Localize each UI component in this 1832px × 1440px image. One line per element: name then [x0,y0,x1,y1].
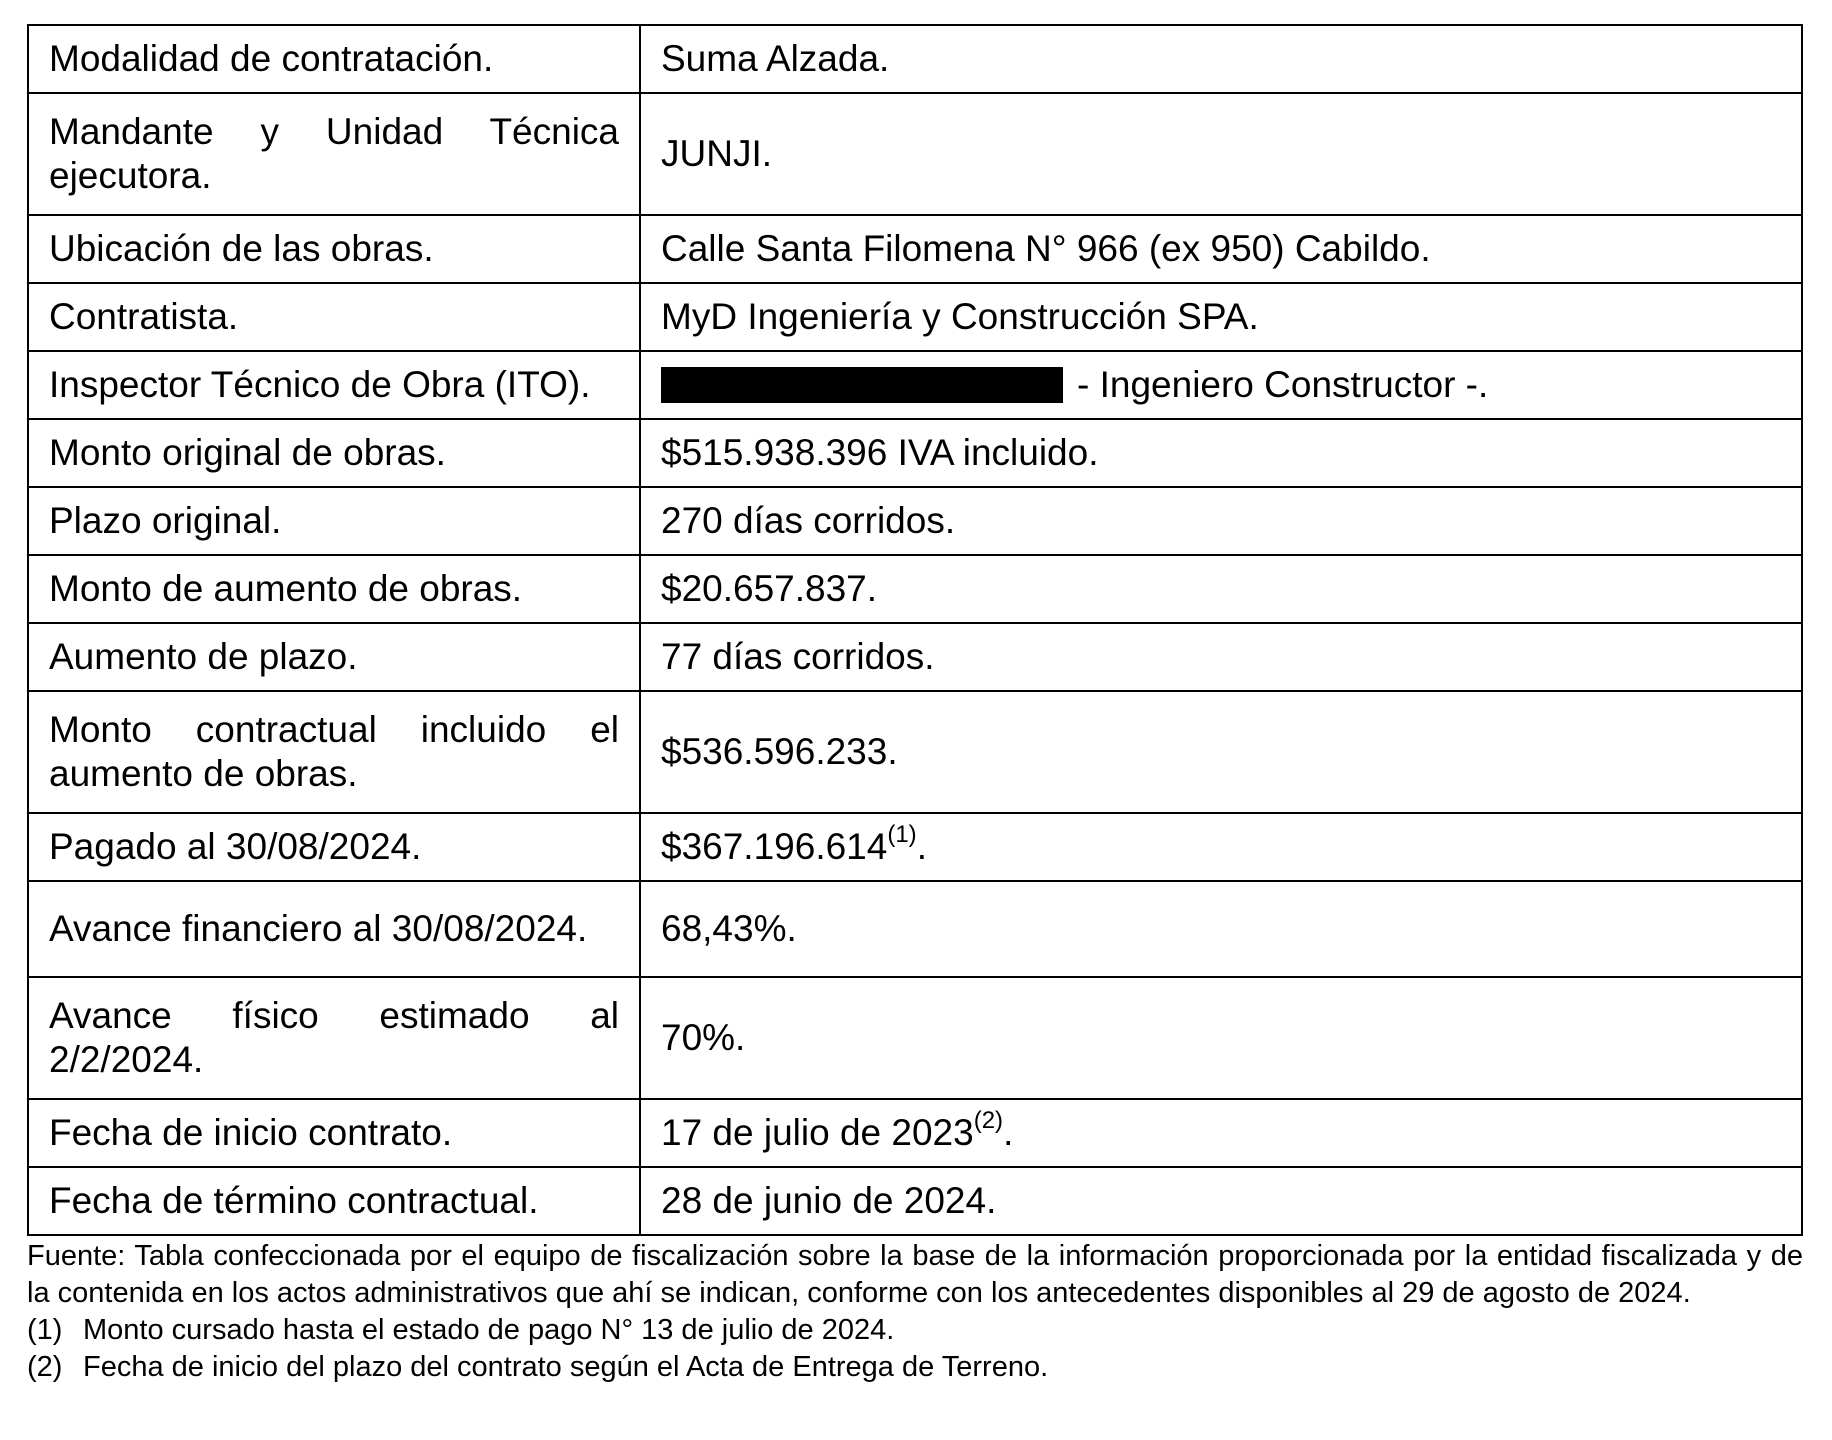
table-row [28,351,1802,419]
table-row [28,881,1802,977]
ito-title: - Ingeniero Constructor -. [1077,364,1489,405]
footnote-ref-2: (2) [973,1106,1004,1134]
row-label: Fecha de término contractual. [28,1167,640,1235]
row-value: 270 días corridos. [640,487,1802,555]
row-value [640,813,1802,881]
table-row [28,691,1802,813]
footnote-number: (2) [27,1351,63,1383]
redacted-name-block [661,367,1063,403]
row-value: Calle Santa Filomena N° 966 (ex 950) Cabildo. [640,215,1802,283]
row-value: $515.938.396 IVA incluido. [640,419,1802,487]
table-row [28,25,1802,93]
row-value: Suma Alzada. [640,25,1802,93]
row-value: 70%. [640,977,1802,1099]
footnote-ref-1: (1) [887,820,917,848]
row-label: Monto contractual incluido el aumento de obras. [28,691,640,813]
table-footer [27,1238,1803,1386]
row-label: Modalidad de contratación. [28,25,640,93]
paid-amount: $367.196.614 [661,826,888,867]
row-value: MyD Ingeniería y Construcción SPA. [640,283,1802,351]
row-value: JUNJI. [640,93,1802,215]
table-row [28,623,1802,691]
row-value: $20.657.837. [640,555,1802,623]
row-label: Monto original de obras. [28,419,640,487]
row-label: Inspector Técnico de Obra (ITO). [28,351,640,419]
table-row [28,1099,1802,1167]
row-label: Ubicación de las obras. [28,215,640,283]
row-label: Pagado al 30/08/2024. [28,813,640,881]
document-page [27,24,1803,1386]
footnote-number: (1) [27,1314,63,1346]
table-row [28,977,1802,1099]
row-value: $536.596.233. [640,691,1802,813]
row-value: 28 de junio de 2024. [640,1167,1802,1235]
row-label: Fecha de inicio contrato. [28,1099,640,1167]
row-label: Aumento de plazo. [28,623,640,691]
row-label: Mandante y Unidad Técnica ejecutora. [28,93,640,215]
table-row [28,487,1802,555]
footnote [27,1312,1803,1349]
table-row [28,283,1802,351]
table-row [28,215,1802,283]
row-label: Contratista. [28,283,640,351]
footnote [27,1349,1803,1386]
row-value [640,1099,1802,1167]
row-value: 77 días corridos. [640,623,1802,691]
source-note: Fuente: Tabla confeccionada por el equipo de fiscalización sobre la base de la información proporcionada por la entidad fiscalizada y de la contenida en los actos administrativos que ahí se indican, conforme con los antecedentes disponibles al 29 de agosto de 2024. [27,1240,1803,1309]
table-row [28,419,1802,487]
table-row [28,555,1802,623]
table-row [28,813,1802,881]
row-label: Monto de aumento de obras. [28,555,640,623]
table-row [28,93,1802,215]
table-row [28,1167,1802,1235]
start-date: 17 de julio de 2023 [661,1112,974,1153]
row-label: Avance financiero al 30/08/2024. [28,881,640,977]
footnote-text: Monto cursado hasta el estado de pago N° 13 de julio de 2024. [83,1314,895,1346]
value-suffix: . [916,826,927,867]
footnote-text: Fecha de inicio del plazo del contrato según el Acta de Entrega de Terreno. [83,1351,1049,1383]
row-value [640,351,1802,419]
row-label: Avance físico estimado al 2/2/2024. [28,977,640,1099]
row-label: Plazo original. [28,487,640,555]
contract-info-table [27,24,1803,1236]
row-value: 68,43%. [640,881,1802,977]
value-suffix: . [1003,1112,1014,1153]
